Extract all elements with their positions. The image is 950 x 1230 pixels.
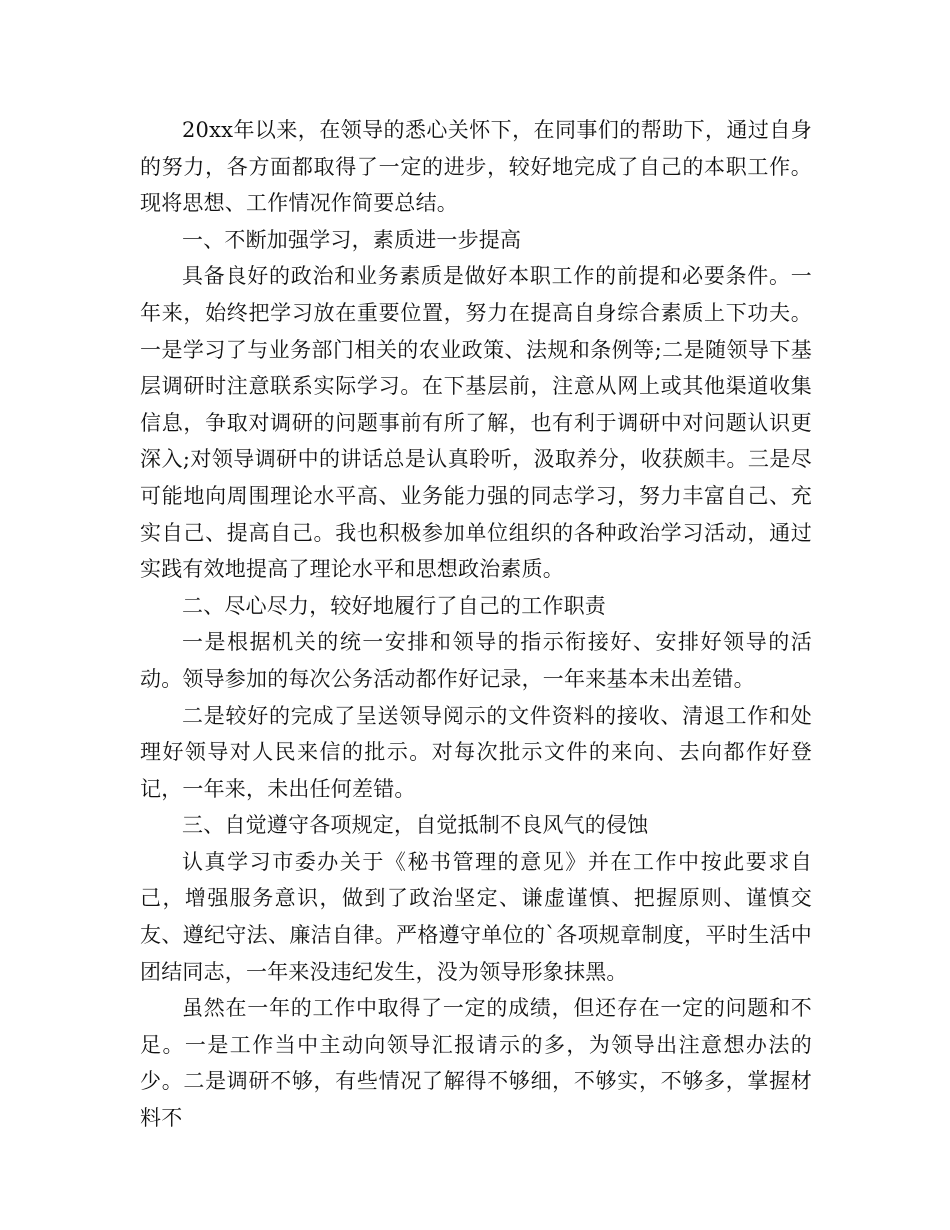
body-paragraph: 虽然在一年的工作中取得了一定的成绩，但还存在一定的问题和不足。一是工作当中主动向领导汇报请示的多，为领导出注意想办法的少。二是调研不够，有些情况了解得不够细，不够实，不够多，掌握材料不 xyxy=(140,996,812,1131)
body-paragraph: 认真学习市委办关于《秘书管理的意见》并在工作中按此要求自己，增强服务意识，做到了政治坚定、谦虚谨慎、把握原则、谨慎交友、遵纪守法、廉洁自律。严格遵守单位的`各项规章制度，平时生活中团结同志，一年来没违纪发生，没为领导形象抹黑。 xyxy=(140,849,812,984)
body-paragraph: 二是较好的完成了呈送领导阅示的文件资料的接收、清退工作和处理好领导对人民来信的批示。对每次批示文件的来向、去向都作好登记，一年来，未出任何差错。 xyxy=(140,703,812,801)
section-heading-2: 二、尽心尽力，较好地履行了自己的工作职责 xyxy=(182,593,606,618)
document-body xyxy=(140,112,812,1137)
body-paragraph: 具备良好的政治和业务素质是做好本职工作的前提和必要条件。一年来，始终把学习放在重要位置，努力在提高自身综合素质上下功夫。一是学习了与业务部门相关的农业政策、法规和条例等;二是随领导下基层调研时注意联系实际学习。在下基层前，注意从网上或其他渠道收集信息，争取对调研的问题事前有所了解，也有利于调研中对问题认识更深入;对领导调研中的讲话总是认真聆听，汲取养分，收获颇丰。三是尽可能地向周围理论水平高、业务能力强的同志学习，努力丰富自己、充实自己、提高自己。我也积极参加单位组织的各种政治学习活动，通过实践有效地提高了理论水平和思想政治素质。 xyxy=(140,264,812,582)
body-paragraph: 一是根据机关的统一安排和领导的指示衔接好、安排好领导的活动。领导参加的每次公务活动都作好记录，一年来基本未出差错。 xyxy=(140,630,812,691)
section-heading-3: 三、自觉遵守各项规定，自觉抵制不良风气的侵蚀 xyxy=(182,813,649,838)
intro-paragraph: 20xx年以来，在领导的悉心关怀下，在同事们的帮助下，通过自身的努力，各方面都取得了一定的进步，较好地完成了自己的本职工作。现将思想、工作情况作简要总结。 xyxy=(140,118,812,216)
section-heading-1: 一、不断加强学习，素质进一步提高 xyxy=(182,227,522,252)
